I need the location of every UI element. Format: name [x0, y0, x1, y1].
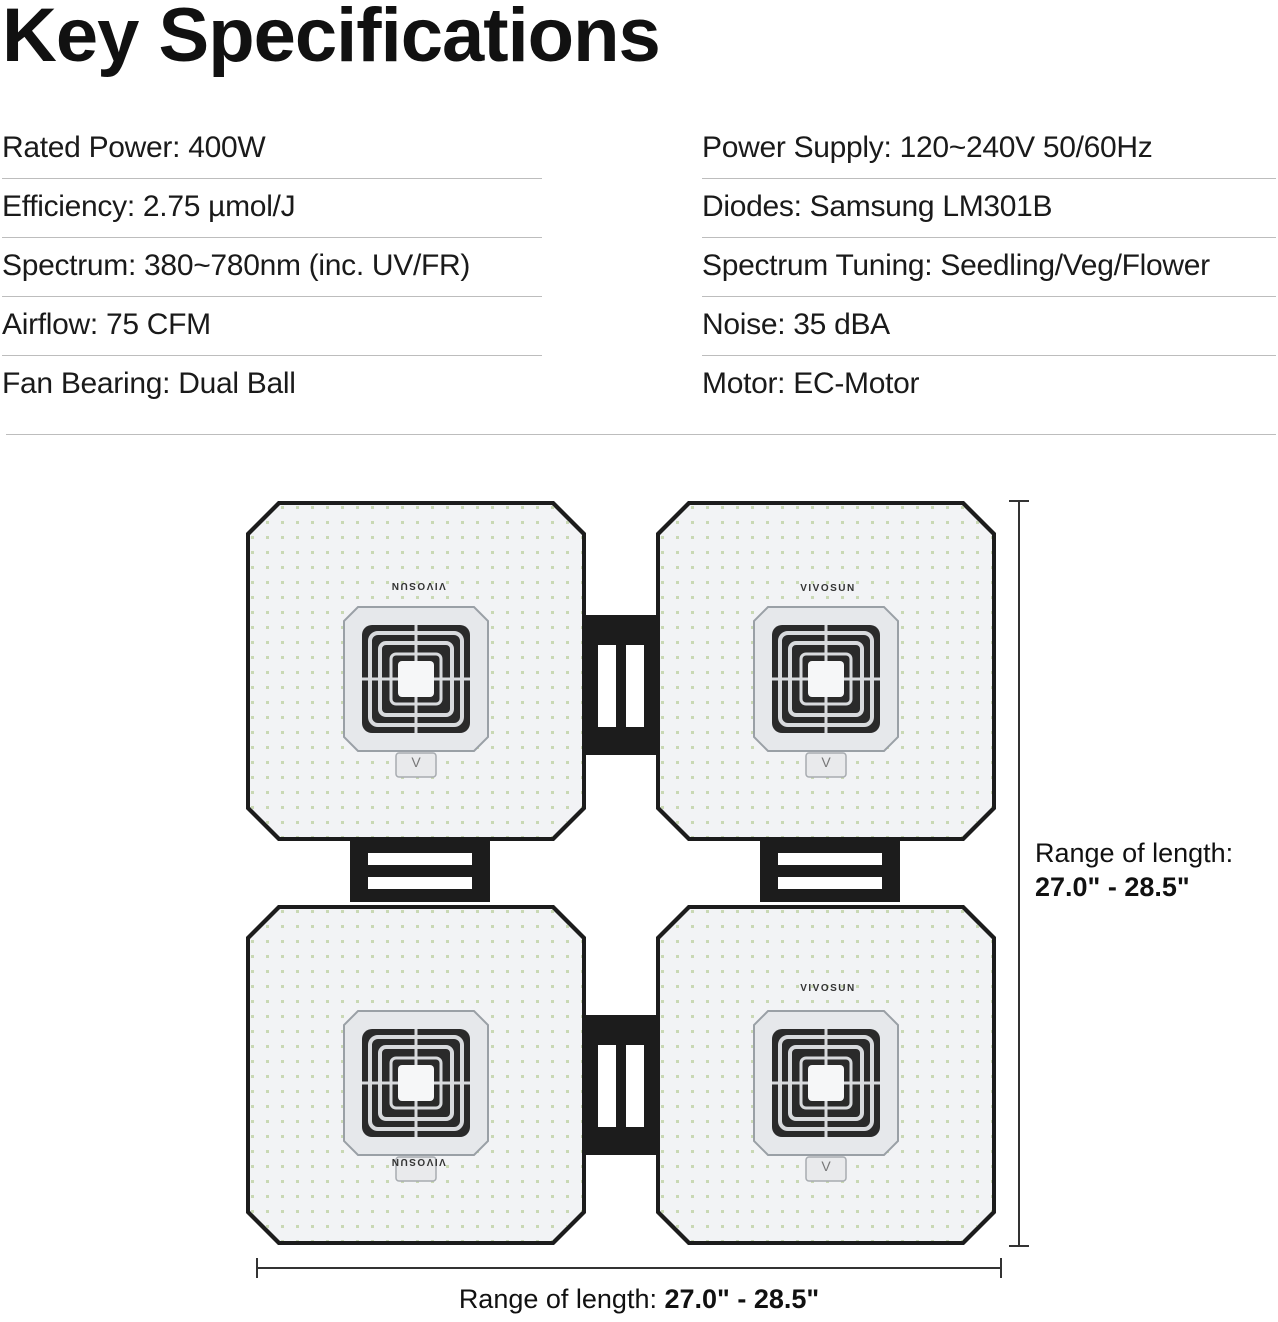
dimension-line-horizontal [257, 1267, 1001, 1269]
spec-efficiency: Efficiency: 2.75 µmol/J [2, 179, 542, 238]
spec-power-supply: Power Supply: 120~240V 50/60Hz [702, 120, 1276, 179]
dimension-line-vertical [1018, 500, 1020, 1246]
spec-airflow: Airflow: 75 CFM [2, 297, 542, 356]
brand-label: VIVOSUN [800, 983, 856, 994]
light-panel-top-right [656, 501, 996, 841]
dimension-tick [1000, 1258, 1002, 1278]
dimension-tick [1009, 500, 1029, 502]
dimension-value: 27.0" - 28.5" [1035, 872, 1190, 902]
dimension-value: 27.0" - 28.5" [664, 1284, 820, 1314]
dimension-caption: Range of length: [1035, 838, 1234, 868]
dimension-tick [256, 1258, 258, 1278]
logo-icon: V [821, 1158, 831, 1174]
page-title: Key Specifications [2, 0, 660, 78]
spec-list-right [702, 120, 1276, 415]
spec-spectrum-tuning: Spectrum Tuning: Seedling/Veg/Flower [702, 238, 1276, 297]
spec-fan-bearing: Fan Bearing: Dual Ball [2, 367, 296, 400]
spec-spectrum: Spectrum: 380~780nm (inc. UV/FR) [2, 238, 542, 297]
spec-rated-power: Rated Power: 400W [2, 120, 542, 179]
light-panel-bottom-right [656, 905, 996, 1245]
spec-motor: Motor: EC-Motor [702, 367, 920, 400]
dimension-caption: Range of length: [458, 1284, 665, 1314]
light-panel-top-left [246, 501, 586, 841]
brand-label: VIVOSUN [800, 583, 856, 594]
vertical-dimension-label [1035, 836, 1233, 904]
dimension-tick [1009, 1245, 1029, 1247]
spec-list-left [2, 120, 542, 415]
light-panel-bottom-left [246, 905, 586, 1245]
logo-icon: V [821, 754, 831, 770]
spec-noise: Noise: 35 dBA [702, 297, 1276, 356]
grow-light-illustration [240, 495, 1010, 1255]
brand-label: VIVOSUN [390, 1156, 446, 1167]
divider [6, 434, 1276, 435]
horizontal-dimension-label [0, 1284, 1278, 1315]
brand-label: VIVOSUN [390, 580, 446, 591]
spec-diodes: Diodes: Samsung LM301B [702, 179, 1276, 238]
logo-icon: V [411, 754, 421, 770]
